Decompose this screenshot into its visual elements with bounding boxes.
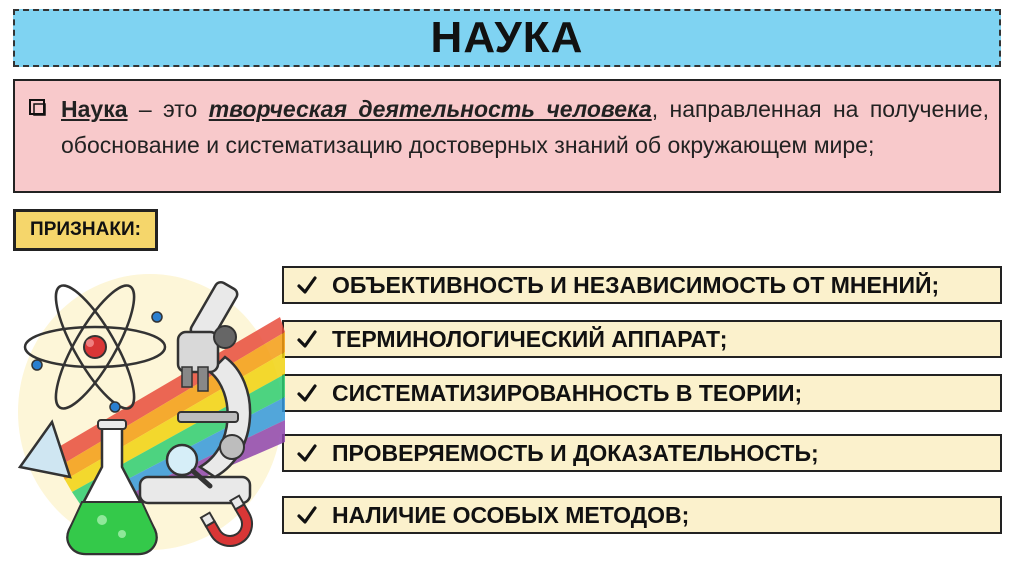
feature-item [282,434,1002,472]
definition-rest: , направленная на получение, обоснование и систематизацию достоверных знаний об окружающем мире; [61,96,989,158]
definition-emphasis: творческая деятельность человека [208,96,652,122]
feature-label: ОБЪЕКТИВНОСТЬ И НЕЗАВИСИМОСТЬ ОТ МНЕНИЙ; [332,271,940,298]
definition-box [13,79,1001,193]
science-illustration [10,262,285,562]
definition-term: Наука [61,96,128,122]
feature-label: ТЕРМИНОЛОГИЧЕСКИЙ АППАРАТ; [332,325,728,352]
square-bullet-icon [29,99,46,116]
check-icon [296,442,318,464]
definition-text [33,91,989,163]
feature-item [282,266,1002,304]
feature-label: ПРОВЕРЯЕМОСТЬ И ДОКАЗАТЕЛЬНОСТЬ; [332,439,819,466]
page-title: НАУКА [430,13,584,62]
feature-item [282,374,1002,412]
title-bar [13,9,1001,67]
feature-label: НАЛИЧИЕ ОСОБЫХ МЕТОДОВ; [332,501,690,528]
feature-item [282,496,1002,534]
check-icon [296,504,318,526]
check-icon [296,382,318,404]
definition-dash: – это [127,96,209,122]
check-icon [296,328,318,350]
signs-label: ПРИЗНАКИ: [13,209,158,251]
check-icon [296,274,318,296]
feature-item [282,320,1002,358]
feature-label: СИСТЕМАТИЗИРОВАННОСТЬ В ТЕОРИИ; [332,379,803,406]
